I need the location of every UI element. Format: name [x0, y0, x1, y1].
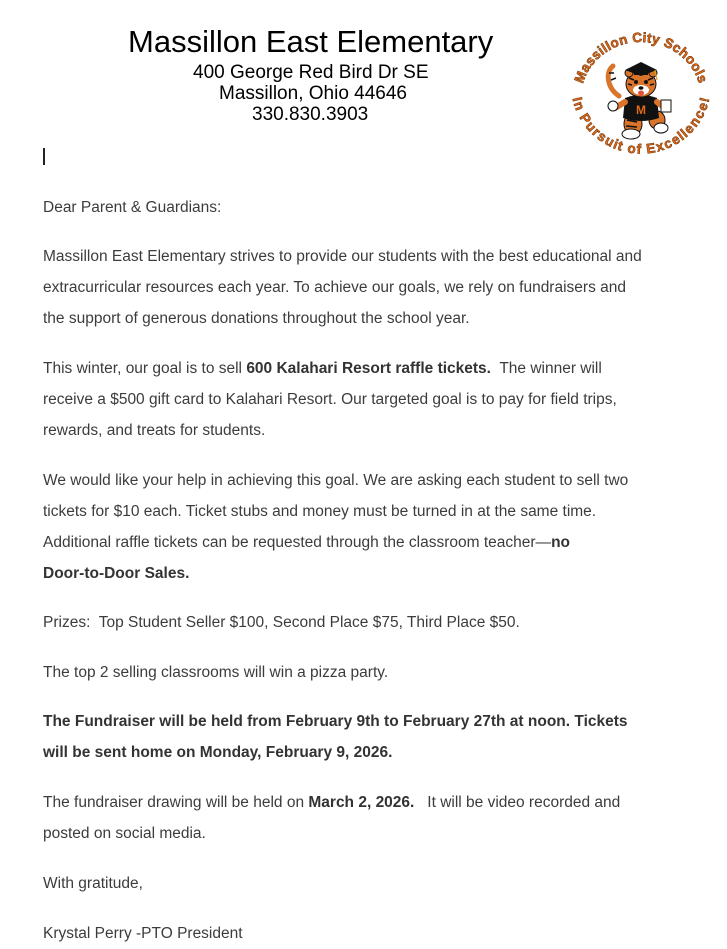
svg-text:Massillon City Schools: Massillon City Schools	[571, 29, 711, 86]
prizes-line: Prizes: Top Student Seller $100, Second Place $75, Third Place $50.	[43, 614, 520, 631]
paragraph-line: extracurricular resources each year. To achieve our goals, we rely on fundraisers and	[43, 279, 626, 296]
fundraiser-schedule	[43, 706, 683, 768]
paragraph-line: posted on social media.	[43, 825, 206, 842]
paragraph-line: The fundraiser drawing will be held on March 2, 2026. It will be video recorded and	[43, 794, 621, 811]
closing: With gratitude,	[43, 875, 143, 892]
paragraph-line: Massillon East Elementary strives to provide our students with the best educational and	[43, 248, 642, 265]
paragraph-line: will be sent home on Monday, February 9, 2026.	[43, 744, 393, 761]
paragraph-request	[43, 465, 683, 589]
drawing-info	[43, 787, 683, 849]
pizza-party-line: The top 2 selling classrooms will win a pizza party.	[43, 664, 389, 681]
tiger-mascot-logo-icon	[567, 28, 715, 160]
paragraph-line: Additional raffle tickets can be requested through the classroom teacher—no	[43, 534, 570, 551]
svg-text:In Pursuit of Excellence!: In Pursuit of Excellence!	[569, 95, 713, 157]
paragraph-line	[43, 558, 683, 589]
school-name: Massillon East Elementary	[128, 24, 494, 59]
letterhead	[0, 0, 727, 157]
paragraph-line: tickets for $10 each. Ticket stubs and money must be turned in at the same time.	[43, 503, 597, 520]
raffle-goal-highlight: 600 Kalahari Resort raffle tickets.	[246, 360, 491, 377]
paragraph-line: The Fundraiser will be held from February 9th to February 27th at noon. Tickets	[43, 713, 628, 730]
text-cursor	[43, 148, 45, 165]
drawing-date: March 2, 2026.	[308, 794, 415, 811]
phone-number: 330.830.3903	[252, 104, 369, 125]
address-street: 400 George Red Bird Dr SE	[193, 62, 429, 83]
greeting: Dear Parent & Guardians:	[43, 199, 222, 216]
paragraph-line: We would like your help in achieving this goal. We are asking each student to sell two	[43, 472, 629, 489]
no-door-to-door-notice: Door-to-Door Sales.	[43, 565, 190, 582]
paragraph-line: rewards, and treats for students.	[43, 422, 266, 439]
paragraph-goal	[43, 353, 683, 446]
paragraph-line: the support of generous donations throughout the school year.	[43, 310, 470, 327]
address-city: Massillon, Ohio 44646	[219, 83, 407, 104]
paragraph-intro	[43, 241, 683, 334]
paragraph-line: receive a $500 gift card to Kalahari Resort. Our targeted goal is to pay for field trips,	[43, 391, 617, 408]
signature: Krystal Perry -PTO President	[43, 925, 243, 942]
svg-text:M: M	[636, 103, 646, 117]
paragraph-line: This winter, our goal is to sell 600 Kalahari Resort raffle tickets. The winner will	[43, 360, 602, 377]
